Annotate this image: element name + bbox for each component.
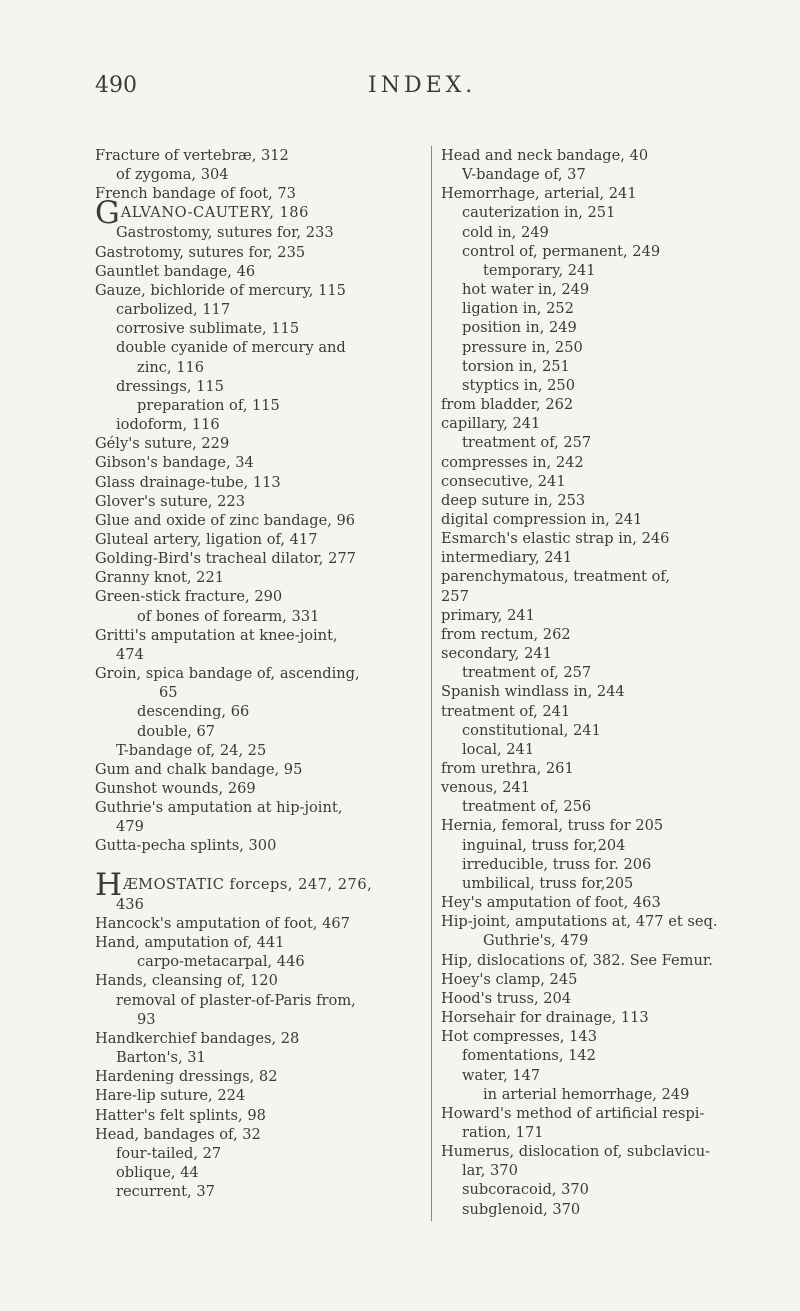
- index-entry-text: treatment of, 241: [441, 702, 571, 720]
- index-entry-text: inguinal, truss for,204: [462, 836, 626, 854]
- index-entry-text: Hancock's amputation of foot, 467: [95, 914, 350, 932]
- index-entry-text: Gluteal artery, ligation of, 417: [95, 530, 318, 548]
- index-entry-text: Spanish windlass in, 244: [441, 683, 625, 701]
- index-entry: [95, 702, 425, 721]
- index-entry-text: Gum and chalk bandage, 95: [95, 760, 303, 778]
- index-entry: [441, 951, 771, 970]
- index-entry-text: double, 67: [137, 722, 216, 740]
- index-entry: [95, 933, 425, 952]
- index-entry-text: secondary, 241: [441, 645, 552, 663]
- index-entry: [95, 722, 425, 741]
- index-entry-text: control of, permanent, 249: [462, 242, 661, 260]
- index-entry-text: Glass drainage-tube, 113: [95, 473, 281, 491]
- index-entry-text: from urethra, 261: [441, 760, 574, 777]
- index-entry-text: Granny knot, 221: [95, 569, 225, 587]
- index-entry: [95, 377, 425, 396]
- index-entry: [95, 587, 425, 606]
- index-entry-text: from bladder, 262: [441, 396, 574, 414]
- index-entry: [441, 338, 771, 357]
- index-entry-text: iodoform, 116: [116, 416, 220, 434]
- index-entry: [95, 338, 425, 357]
- index-entry: [95, 991, 425, 1010]
- index-entry: [441, 931, 771, 950]
- index-entry: [441, 529, 771, 548]
- index-entry-text: in arterial hemorrhage, 249: [483, 1085, 690, 1103]
- index-entry-text: Fracture of vertebræ, 312: [95, 147, 289, 164]
- index-entry-text: Hood's truss, 204: [441, 989, 572, 1007]
- index-entry-text: Gunshot wounds, 269: [95, 780, 256, 797]
- index-entry: [441, 261, 771, 280]
- index-entry: [441, 1123, 771, 1142]
- index-entry-text: cold in, 249: [462, 223, 549, 241]
- index-entry: [95, 146, 425, 165]
- index-entry: [95, 866, 425, 903]
- index-entry-text: Gauntlet bandage, 46: [95, 262, 256, 280]
- index-entry: [95, 1106, 425, 1125]
- index-entry: [95, 223, 425, 242]
- index-entry-text: treatment of, 257: [462, 434, 592, 452]
- index-entry: [441, 1200, 771, 1219]
- index-entry: [441, 1161, 771, 1180]
- index-entry: [441, 433, 771, 452]
- index-entry-text: subglenoid, 370: [462, 1200, 581, 1218]
- index-entry-text: preparation of, 115: [137, 396, 280, 414]
- index-entry-text: Gritti's amputation at knee-joint,: [95, 626, 338, 644]
- index-entry: [441, 759, 771, 778]
- index-entry: [95, 319, 425, 338]
- index-entry-text: descending, 66: [137, 703, 250, 721]
- index-entry-text: ALVANO-CAUTERY, 186: [120, 204, 309, 222]
- index-entry-text: deep suture in, 253: [441, 491, 586, 509]
- index-entry: [95, 492, 425, 511]
- index-entry-text: treatment of, 257: [462, 664, 592, 682]
- index-entry: [441, 567, 771, 586]
- index-entry-text: subcoracoid, 370: [462, 1181, 589, 1199]
- index-entry: [95, 358, 425, 377]
- index-entry-text: position in, 249: [462, 319, 577, 337]
- index-entry-text: of zygoma, 304: [116, 166, 229, 184]
- index-entry-text: corrosive sublimate, 115: [116, 320, 300, 338]
- index-entry: [441, 912, 771, 931]
- index-entry-text: Hoey's clamp, 245: [441, 970, 578, 988]
- index-entry-text: removal of plaster-of-Paris from,: [116, 991, 356, 1009]
- left-column: [95, 146, 425, 1201]
- index-entry: [441, 491, 771, 510]
- index-entry: [441, 472, 771, 491]
- index-entry-text: Guthrie's, 479: [483, 932, 589, 950]
- index-entry-text: Golding-Bird's tracheal dilator, 277: [95, 550, 356, 568]
- index-entry: [441, 721, 771, 740]
- index-entry-text: 257: [441, 587, 469, 605]
- index-entry: [95, 1010, 425, 1029]
- index-entry: [95, 243, 425, 262]
- index-entry: [441, 874, 771, 893]
- index-entry: [441, 1027, 771, 1046]
- index-entry-text: Barton's, 31: [116, 1049, 206, 1067]
- index-entry: [95, 568, 425, 587]
- index-entry-text: Head, bandages of, 32: [95, 1125, 261, 1143]
- index-entry-text: Hemorrhage, arterial, 241: [441, 185, 637, 203]
- index-entry-text: Gutta-pecha splints, 300: [95, 837, 277, 855]
- index-entry: [441, 453, 771, 472]
- index-entry: [95, 607, 425, 626]
- index-entry-text: zinc, 116: [137, 358, 205, 376]
- index-entry: [95, 415, 425, 434]
- index-entry: [95, 1182, 425, 1201]
- index-entry-text: torsion in, 251: [462, 357, 570, 375]
- index-entry-text: Glue and oxide of zinc bandage, 96: [95, 511, 356, 529]
- index-entry: [95, 184, 425, 203]
- index-entry-text: Hardening dressings, 82: [95, 1068, 278, 1086]
- index-entry: [441, 146, 771, 165]
- index-entry-text: digital compression in, 241: [441, 510, 643, 528]
- index-entry-text: capillary, 241: [441, 415, 541, 433]
- index-entry-text: Hip, dislocations of, 382. See Femur.: [441, 951, 713, 969]
- index-entry: [441, 1104, 771, 1123]
- index-entry: [441, 1085, 771, 1104]
- index-entry-text: Handkerchief bandages, 28: [95, 1029, 300, 1047]
- index-entry-text: Gauze, bichloride of mercury, 115: [95, 281, 346, 299]
- index-entry-text: lar, 370: [462, 1162, 518, 1180]
- index-entry: [95, 626, 425, 645]
- index-entry-text: 436: [116, 895, 144, 913]
- index-entry: [95, 1029, 425, 1048]
- index-entry: [441, 223, 771, 242]
- index-entry-text: carbolized, 117: [116, 301, 231, 319]
- index-entry: [95, 895, 425, 914]
- page-number: 490: [95, 73, 137, 98]
- index-entry-text: consecutive, 241: [441, 472, 566, 490]
- index-entry: [441, 702, 771, 721]
- index-entry-text: treatment of, 256: [462, 798, 592, 816]
- index-entry: [95, 1067, 425, 1086]
- index-entry: [95, 396, 425, 415]
- index-entry-text: intermediary, 241: [441, 549, 573, 567]
- index-entry-text: primary, 241: [441, 606, 535, 624]
- index-entry: [95, 1048, 425, 1067]
- index-entry-text: Guthrie's amputation at hip-joint,: [95, 799, 343, 817]
- index-entry-text: recurrent, 37: [116, 1183, 215, 1201]
- index-entry: [95, 281, 425, 300]
- index-entry-text: styptics in, 250: [462, 376, 575, 394]
- index-entry-text: Esmarch's elastic strap in, 246: [441, 530, 670, 548]
- index-entry: [441, 989, 771, 1008]
- index-entry: [441, 184, 771, 203]
- index-entry: [95, 1125, 425, 1144]
- index-entry-text: temporary, 241: [483, 261, 596, 279]
- index-entry: [95, 300, 425, 319]
- index-entry: [441, 376, 771, 395]
- index-entry: [441, 1180, 771, 1199]
- index-entry-text: umbilical, truss for,205: [462, 874, 634, 892]
- right-column: [441, 146, 771, 1219]
- index-entry-text: Hands, cleansing of, 120: [95, 972, 278, 990]
- index-entry: [95, 836, 425, 855]
- index-entry-text: V-bandage of, 37: [462, 166, 586, 184]
- index-entry-text: hot water in, 249: [462, 281, 590, 299]
- index-entry: [95, 971, 425, 990]
- index-entry: [95, 664, 425, 683]
- index-entry-text: cauterization in, 251: [462, 204, 616, 222]
- index-entry-text: of bones of forearm, 331: [137, 607, 320, 625]
- index-entry-text: pressure in, 250: [462, 338, 583, 356]
- index-entry: [95, 530, 425, 549]
- index-entry-text: ligation in, 252: [462, 300, 574, 318]
- index-entry-text: ÆMOSTATIC forceps, 247, 276,: [123, 875, 373, 893]
- page-header: [0, 73, 800, 113]
- index-entry-text: water, 147: [462, 1066, 541, 1084]
- index-entry: [441, 1046, 771, 1065]
- index-entry: [441, 644, 771, 663]
- index-entry: [441, 855, 771, 874]
- index-entry: [95, 262, 425, 281]
- index-entry: [441, 299, 771, 318]
- index-entry: [95, 760, 425, 779]
- index-entry: [95, 473, 425, 492]
- index-entry: [95, 434, 425, 453]
- index-entry-text: Hip-joint, amputations at, 477 et seq.: [441, 913, 718, 931]
- index-entry: [441, 797, 771, 816]
- index-entry-text: fomentations, 142: [462, 1047, 596, 1065]
- index-entry-text: French bandage of foot, 73: [95, 185, 296, 203]
- index-entry: [441, 778, 771, 797]
- index-entry-text: Glover's suture, 223: [95, 492, 246, 510]
- index-entry-text: Hey's amputation of foot, 463: [441, 894, 661, 912]
- index-entry: [441, 318, 771, 337]
- index-entry: [441, 836, 771, 855]
- index-entry: [95, 856, 425, 875]
- index-entry-text: Gastrotomy, sutures for, 235: [95, 243, 306, 261]
- index-entry: [95, 453, 425, 472]
- index-entry-text: Hatter's felt splints, 98: [95, 1106, 266, 1124]
- index-entry: [441, 203, 771, 222]
- index-entry: [441, 663, 771, 682]
- index-entry: [95, 165, 425, 184]
- index-entry-text: four-tailed, 27: [116, 1144, 222, 1162]
- index-entry: [95, 741, 425, 760]
- index-entry: [95, 1144, 425, 1163]
- index-entry-text: Gastrostomy, sutures for, 233: [116, 224, 334, 242]
- index-entry: [441, 970, 771, 989]
- index-entry: [95, 1163, 425, 1182]
- index-entry-text: venous, 241: [441, 779, 531, 797]
- page-title: INDEX.: [368, 73, 477, 98]
- index-entry: [95, 914, 425, 933]
- index-entry-text: Hand, amputation of, 441: [95, 934, 285, 952]
- index-entry-text: Horsehair for drainage, 113: [441, 1009, 649, 1027]
- index-entry: [441, 587, 771, 606]
- index-entry: [95, 195, 425, 232]
- index-entry: [95, 1086, 425, 1105]
- index-entry: [441, 816, 771, 835]
- index-entry: [95, 952, 425, 971]
- index-entry: [441, 414, 771, 433]
- index-entry-text: Humerus, dislocation of, subclavicu-: [441, 1143, 711, 1161]
- index-entry: [441, 740, 771, 759]
- index-entry-text: compresses in, 242: [441, 453, 584, 471]
- index-entry-text: parenchymatous, treatment of,: [441, 568, 670, 586]
- index-entry-text: 65: [159, 684, 178, 702]
- index-entry: [441, 510, 771, 529]
- column-divider: [431, 146, 432, 1221]
- index-entry-text: dressings, 115: [116, 377, 224, 395]
- index-entry-text: carpo-metacarpal, 446: [137, 953, 305, 971]
- index-entry-text: Hot compresses, 143: [441, 1028, 598, 1046]
- index-entry: [441, 682, 771, 701]
- index-entry: [95, 779, 425, 798]
- index-entry: [95, 511, 425, 530]
- index-entry: [441, 1066, 771, 1085]
- index-entry: [441, 625, 771, 644]
- index-entry: [95, 549, 425, 568]
- index-entry: [441, 357, 771, 376]
- index-entry-text: constitutional, 241: [462, 721, 601, 739]
- index-entry: [441, 165, 771, 184]
- index-entry-text: from rectum, 262: [441, 625, 571, 643]
- index-entry: [95, 645, 425, 664]
- index-entry-text: 479: [116, 818, 144, 836]
- index-entry-text: Head and neck bandage, 40: [441, 147, 649, 164]
- index-entry: [441, 242, 771, 261]
- index-entry-text: Hernia, femoral, truss for 205: [441, 817, 664, 835]
- index-entry-text: Green-stick fracture, 290: [95, 588, 283, 606]
- index-entry: [441, 280, 771, 299]
- index-entry: [95, 798, 425, 817]
- index-entry-text: ration, 171: [462, 1123, 544, 1141]
- index-entry-text: Hare-lip suture, 224: [95, 1087, 246, 1105]
- index-entry: [441, 1142, 771, 1161]
- index-entry-text: 474: [116, 645, 144, 663]
- index-entry: [441, 606, 771, 625]
- index-entry-text: T-bandage of, 24, 25: [116, 741, 267, 759]
- index-entry-text: Howard's method of artificial respi-: [441, 1104, 705, 1122]
- index-entry: [441, 548, 771, 567]
- initial-capital: H: [95, 866, 123, 903]
- initial-capital: G: [95, 195, 120, 232]
- index-entry-text: 93: [137, 1010, 156, 1028]
- index-entry-text: oblique, 44: [116, 1163, 199, 1181]
- index-entry: [441, 893, 771, 912]
- index-entry-text: Groin, spica bandage of, ascending,: [95, 665, 360, 683]
- index-entry-text: Gély's suture, 229: [95, 435, 230, 453]
- index-entry-text: local, 241: [462, 740, 535, 758]
- index-entry: [95, 683, 425, 702]
- index-entry-text: irreducible, truss for. 206: [462, 855, 652, 873]
- index-entry: [441, 395, 771, 414]
- index-entry-text: Gibson's bandage, 34: [95, 454, 254, 472]
- index-entry: [441, 1008, 771, 1027]
- index-entry: [95, 817, 425, 836]
- index-entry-text: double cyanide of mercury and: [116, 339, 346, 357]
